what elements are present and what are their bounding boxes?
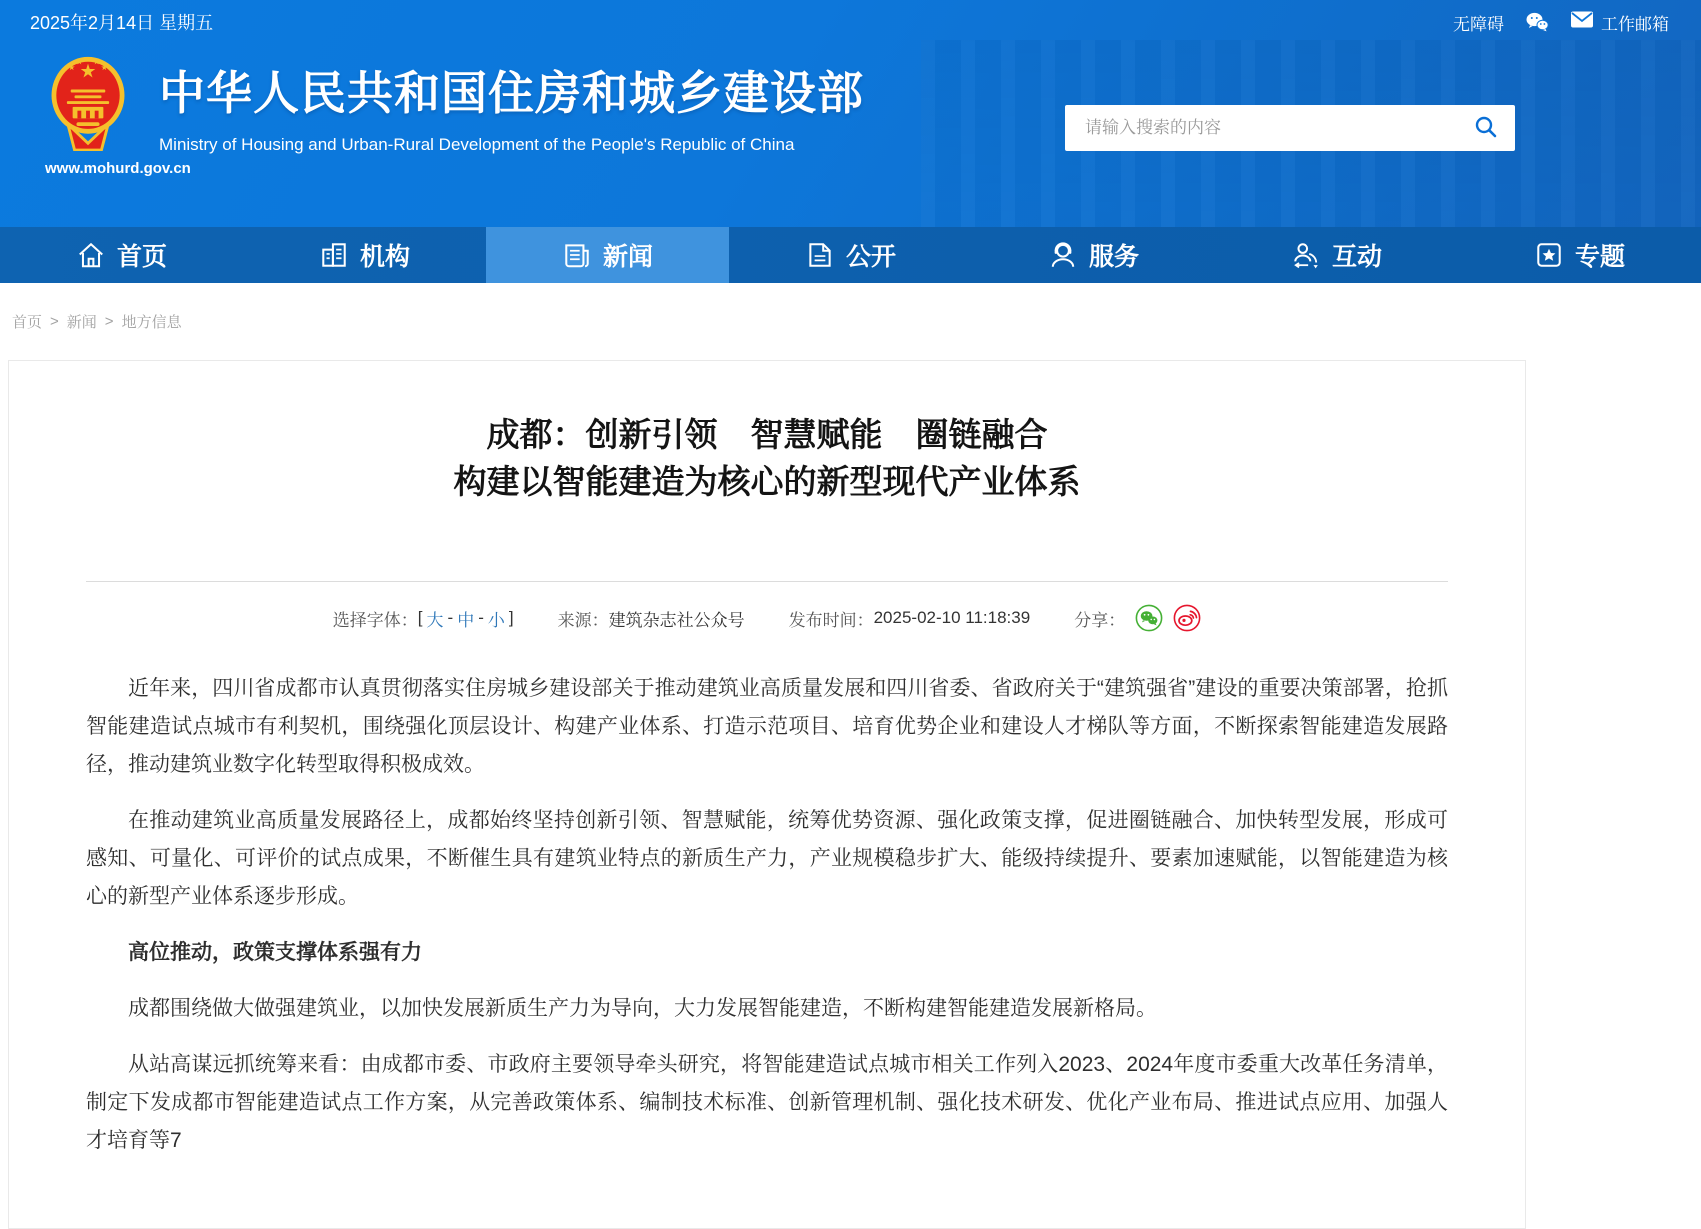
article-paragraph: 成都围绕做大做强建筑业，以加快发展新质生产力为导向，大力发展智能建造，不断构建智能建造发展新格局。 bbox=[128, 997, 1157, 1020]
source-label: 来源： bbox=[557, 610, 609, 630]
breadcrumb-separator: > bbox=[104, 313, 114, 330]
nav-tab-label: 服务 bbox=[1088, 243, 1139, 271]
site-subtitle-english: Ministry of Housing and Urban-Rural Development of the People's Republic of China bbox=[159, 135, 795, 154]
article-title-line1: 成都：创新引领 智慧赋能 圈链融合 bbox=[486, 416, 1048, 453]
nav-tab-label: 首页 bbox=[116, 243, 167, 271]
service-icon bbox=[1048, 240, 1078, 270]
bracket: ] bbox=[508, 608, 514, 627]
dash: - bbox=[447, 608, 454, 627]
nav-tab-label: 互动 bbox=[1331, 243, 1382, 271]
nav-tab-disclosure[interactable] bbox=[729, 227, 972, 283]
nav-tab-label: 专题 bbox=[1574, 243, 1625, 271]
search-input[interactable] bbox=[1065, 105, 1457, 151]
nav-tab-service[interactable] bbox=[972, 227, 1215, 283]
top-utility-bar bbox=[0, 0, 1701, 35]
nav-tab-label: 新闻 bbox=[602, 243, 653, 271]
font-size-medium-button[interactable]: 中 bbox=[457, 610, 475, 630]
organization-icon bbox=[319, 240, 349, 270]
current-date: 2025年2月14日 星期五 bbox=[30, 13, 214, 33]
search-icon bbox=[1474, 115, 1498, 142]
share-label: 分享： bbox=[1074, 610, 1126, 630]
nav-tab-label: 公开 bbox=[845, 243, 896, 271]
publish-time-label: 发布时间： bbox=[788, 610, 874, 630]
breadcrumb-news[interactable]: 新闻 bbox=[66, 314, 97, 331]
accessibility-link[interactable] bbox=[1453, 10, 1504, 35]
breadcrumb-separator: > bbox=[50, 313, 59, 330]
site-search bbox=[1065, 105, 1515, 151]
breadcrumb-local-info[interactable]: 地方信息 bbox=[121, 314, 182, 331]
search-button[interactable] bbox=[1457, 105, 1515, 151]
article-body bbox=[86, 670, 1448, 1160]
main-nav bbox=[0, 227, 1701, 283]
site-url: www.mohurd.gov.cn bbox=[45, 160, 191, 177]
article-paragraph: 从站高谋远抓统筹来看：由成都市委、市政府主要领导牵头研究，将智能建造试点城市相关工作列入2023、2024年度市委重大改革任务清单，制定下发成都市智能建造试点工作方案，从完善政策体系、编制技术标准、创新管理机制、强化技术研发、优化产业布局、推进试点应用、加强人才培育等7 bbox=[86, 1053, 1448, 1152]
article-paragraph: 近年来，四川省成都市认真贯彻落实住房城乡建设部关于推动建筑业高质量发展和四川省委、省政府关于“建筑强省”建设的重要决策部署，抢抓智能建造试点城市有利契机，围绕强化顶层设计、构建产业体系、打造示范项目、培育优势企业和建设人才梯队等方面，不断探索智能建造发展路径，推动建筑业数字化转型取得积极成效。 bbox=[86, 677, 1448, 776]
home-icon bbox=[76, 240, 106, 270]
interaction-icon bbox=[1291, 240, 1321, 270]
article-title-line2: 构建以智能建造为核心的新型现代产业体系 bbox=[453, 463, 1081, 500]
nav-tab-interaction[interactable] bbox=[1215, 227, 1458, 283]
nav-tab-home[interactable] bbox=[0, 227, 243, 283]
publish-time-value: 2025-02-10 11:18:39 bbox=[873, 608, 1031, 627]
nav-tab-organization[interactable] bbox=[243, 227, 486, 283]
nav-tab-news[interactable] bbox=[486, 227, 729, 283]
article-title bbox=[86, 411, 1448, 505]
national-emblem-logo bbox=[47, 138, 129, 155]
breadcrumb-home[interactable]: 首页 bbox=[12, 314, 43, 331]
news-icon bbox=[562, 240, 592, 270]
breadcrumb bbox=[0, 283, 1701, 360]
nav-tab-label: 机构 bbox=[359, 243, 410, 271]
site-header bbox=[0, 0, 1701, 227]
dash: - bbox=[478, 608, 484, 627]
font-size-large-button[interactable]: 大 bbox=[426, 610, 444, 630]
share-weibo-icon[interactable] bbox=[1173, 604, 1201, 632]
article-paragraph: 在推动建筑业高质量发展路径上，成都始终坚持创新引领、智慧赋能，统筹优势资源、强化政策支撑，促进圈链融合、加快转型发展，形成可感知、可量化、可评价的试点成果，不断催生具有建筑业特点的新质生产力，产业规模稳步扩大、能级持续提升、要素加速赋能，以智能建造为核心的新型产业体系逐步形成。 bbox=[86, 809, 1448, 908]
mailbox-label: 工作邮箱 bbox=[1601, 14, 1669, 34]
site-title: 中华人民共和国住房和城乡建设部 bbox=[159, 67, 864, 119]
accessibility-label: 无障碍 bbox=[1453, 14, 1504, 34]
mail-icon bbox=[1570, 10, 1594, 34]
font-size-small-button[interactable]: 小 bbox=[487, 610, 505, 630]
article-subheading: 高位推动，政策支撑体系强有力 bbox=[128, 941, 422, 964]
font-select-label: 选择字体： bbox=[332, 610, 418, 630]
article-meta-bar bbox=[86, 604, 1448, 632]
title-divider bbox=[86, 581, 1448, 582]
nav-tab-topics[interactable] bbox=[1458, 227, 1701, 283]
disclosure-icon bbox=[805, 240, 835, 270]
source-value: 建筑杂志社公众号 bbox=[608, 610, 745, 630]
bracket: [ bbox=[417, 608, 423, 627]
topics-icon bbox=[1534, 240, 1564, 270]
share-wechat-icon[interactable] bbox=[1135, 604, 1163, 632]
work-mailbox-link[interactable] bbox=[1570, 10, 1669, 35]
article-container bbox=[8, 360, 1526, 1229]
wechat-icon[interactable] bbox=[1524, 10, 1550, 34]
